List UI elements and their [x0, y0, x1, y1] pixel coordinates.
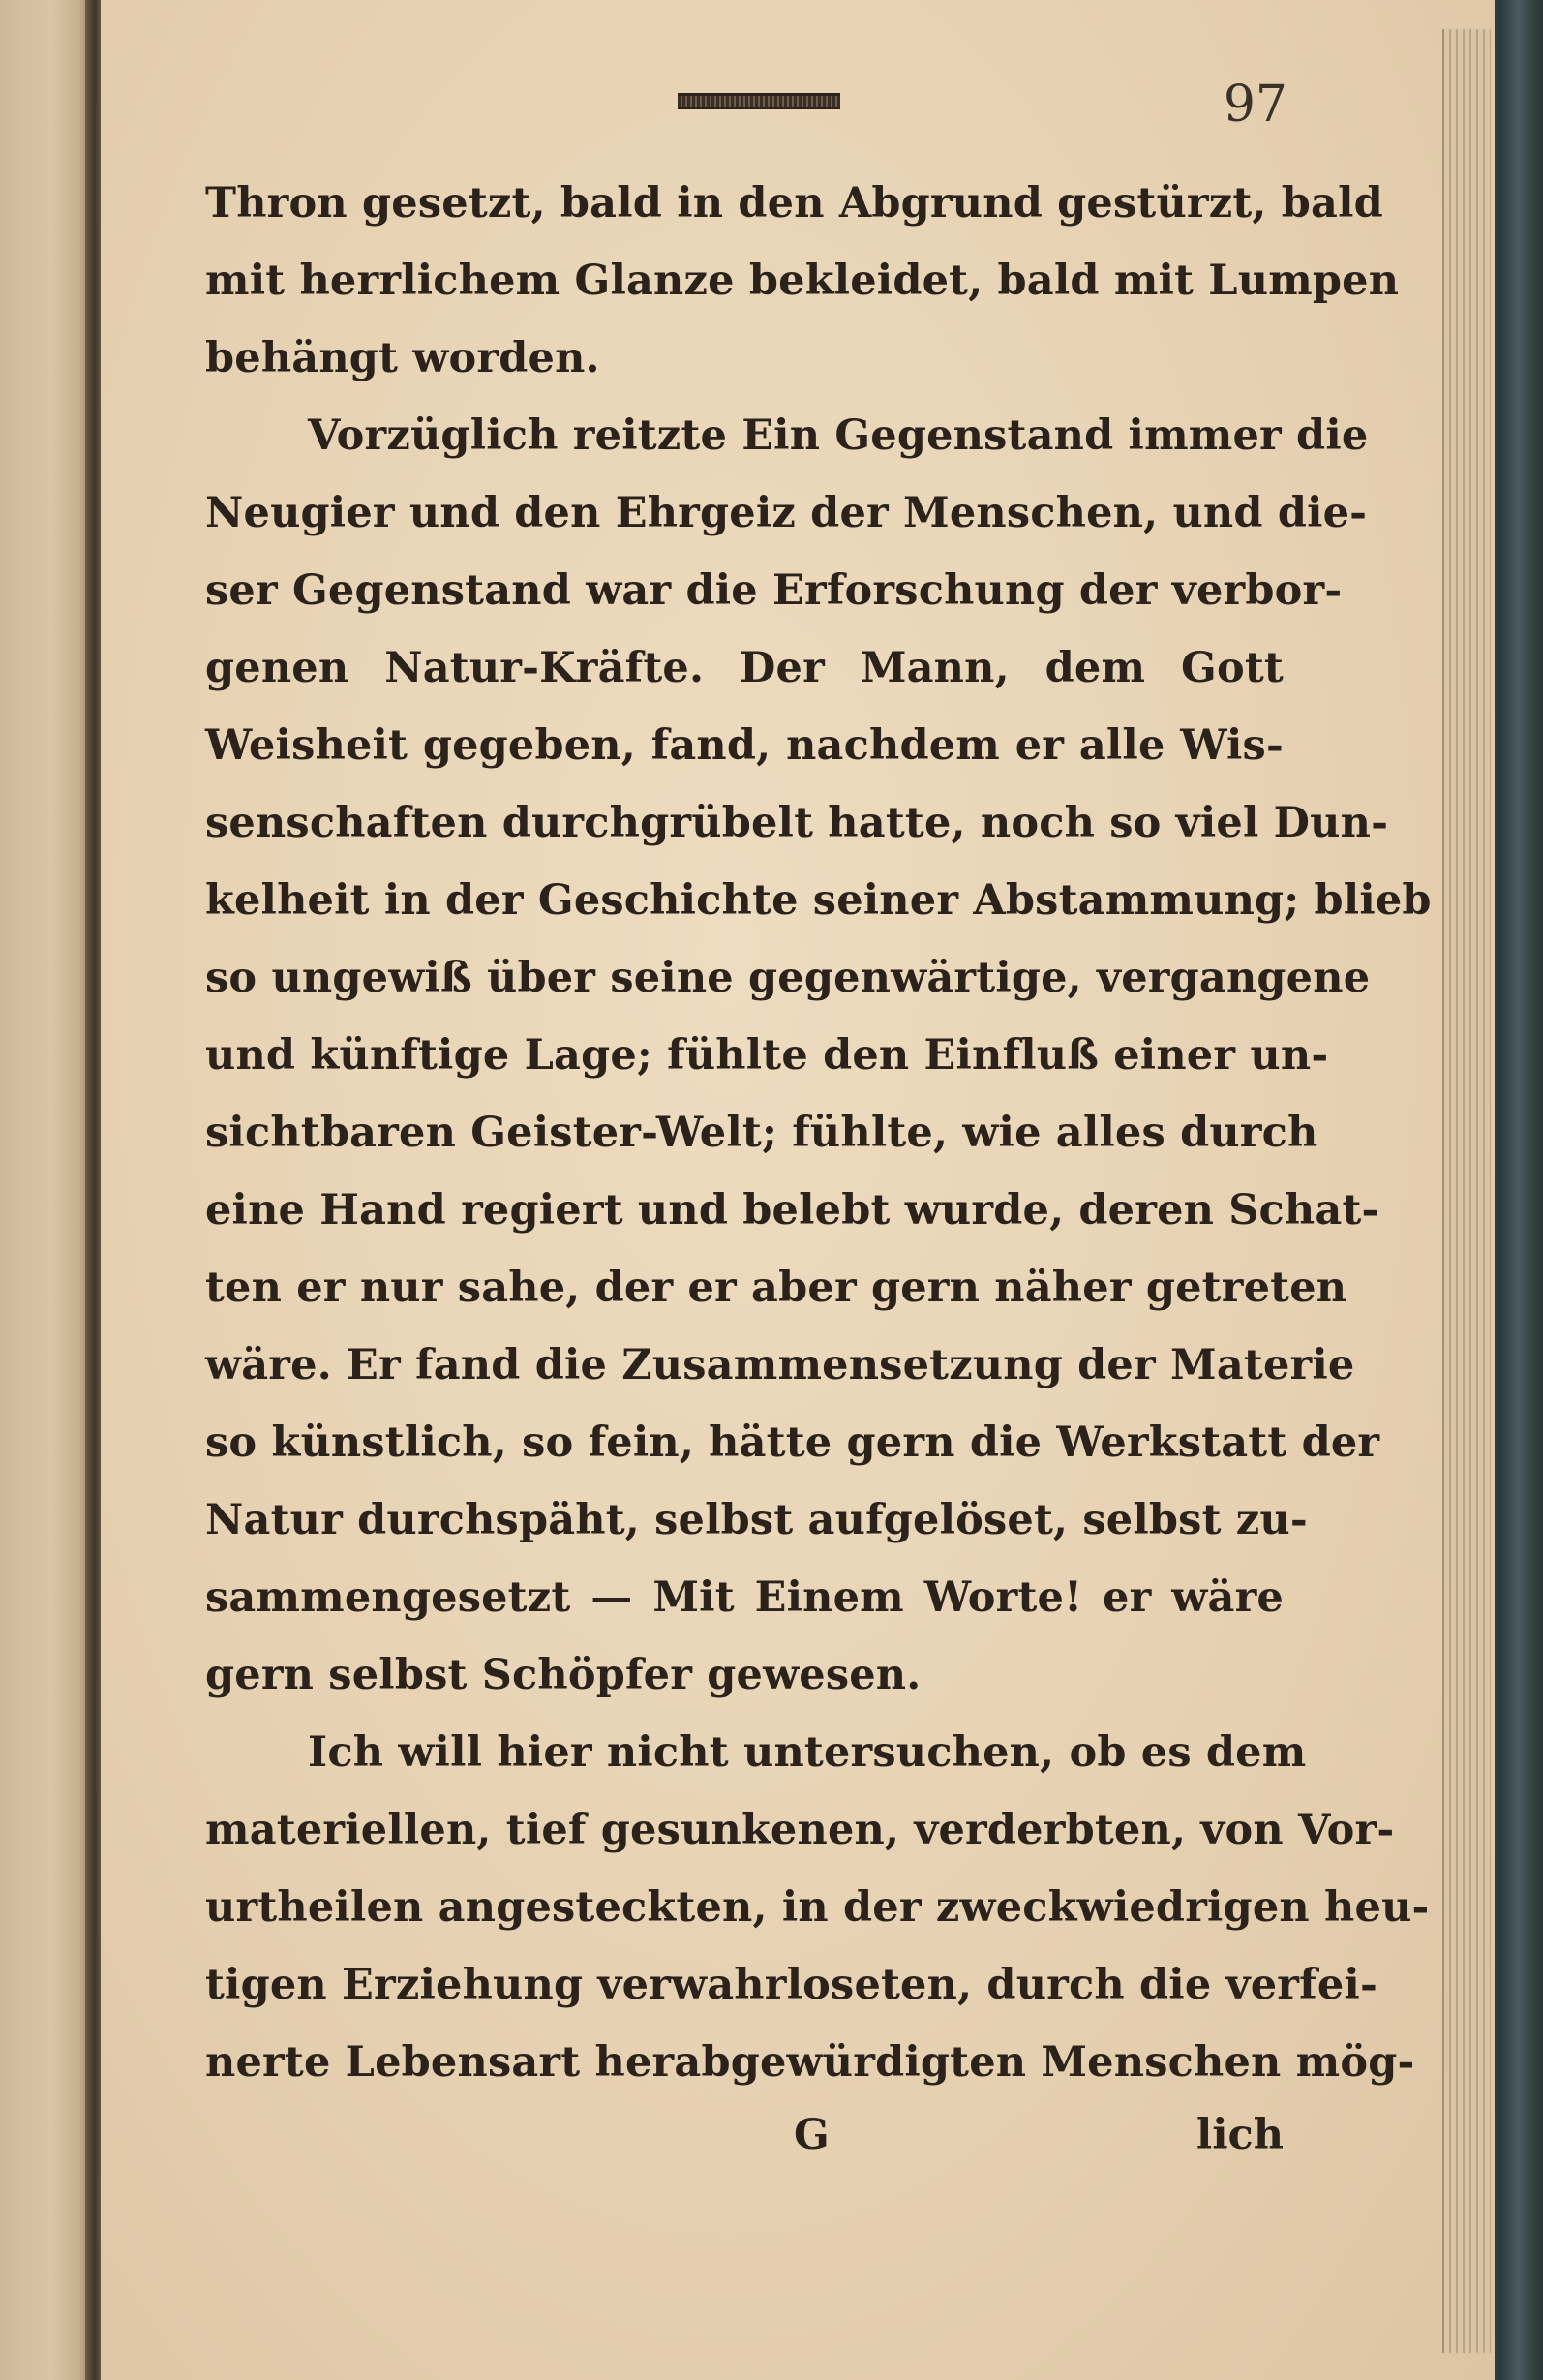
text-line: urtheilen angesteckten, in der zweckwiedrigen heu-	[205, 1883, 1430, 1932]
text-line: wäre. Er fand die Zusammensetzung der Materie	[205, 1341, 1355, 1389]
text-line: behängt worden.	[205, 334, 600, 382]
body-text	[205, 165, 1432, 2101]
paragraph-start-line: Ich will hier nicht untersuchen, ob es dem	[308, 1728, 1307, 1777]
text-line: ten er nur sahe, der er aber gern näher getreten	[205, 1264, 1347, 1312]
text-line: mit herrlichem Glanze bekleidet, bald mit Lumpen	[205, 257, 1400, 305]
text-line: genen Natur-Kräfte. Der Mann, dem Gott	[205, 644, 1284, 692]
header-rule-ornament	[678, 93, 840, 109]
signature-mark: G	[794, 2111, 830, 2159]
text-line: sichtbaren Geister-Welt; fühlte, wie alles durch	[205, 1109, 1318, 1157]
text-line: ser Gegenstand war die Erforschung der verbor-	[205, 566, 1343, 615]
text-line: sammengesetzt — Mit Einem Worte! er wäre	[205, 1573, 1284, 1622]
page-number: 97	[1223, 76, 1287, 134]
facing-page-edge	[0, 0, 93, 2380]
text-line: tigen Erziehung verwahrloseten, durch die verfei-	[205, 1961, 1377, 2009]
catchword: lich	[1195, 2111, 1284, 2159]
text-line: so ungewiß über seine gegenwärtige, vergangene	[205, 954, 1371, 1002]
text-line: Neugier und den Ehrgeiz der Menschen, und die-	[205, 489, 1368, 537]
text-line: materiellen, tief gesunkenen, verderbten, von Vor-	[205, 1806, 1395, 1854]
page-stack-edges	[1442, 29, 1491, 2353]
text-line: so künstlich, so fein, hätte gern die Werkstatt der	[205, 1419, 1380, 1467]
text-line: senschaften durchgrübelt hatte, noch so viel Dun-	[205, 799, 1389, 847]
text-line: und künftige Lage; fühlte den Einfluß einer un-	[205, 1031, 1329, 1080]
text-line: gern selbst Schöpfer gewesen.	[205, 1651, 922, 1699]
text-line: eine Hand regiert und belebt wurde, deren Schat-	[205, 1186, 1379, 1235]
text-line: Weisheit gegeben, fand, nachdem er alle Wis-	[205, 721, 1284, 770]
text-line: Natur durchspäht, selbst aufgelöset, selbst zu-	[205, 1496, 1308, 1544]
paragraph-start-line: Vorzüglich reitzte Ein Gegenstand immer die	[308, 412, 1369, 460]
text-line: nerte Lebensart herabgewürdigten Menschen mög-	[205, 2038, 1415, 2087]
text-line: Thron gesetzt, bald in den Abgrund gestürzt, bald	[205, 179, 1383, 228]
text-line: kelheit in der Geschichte seiner Abstammung; blieb	[205, 876, 1432, 925]
